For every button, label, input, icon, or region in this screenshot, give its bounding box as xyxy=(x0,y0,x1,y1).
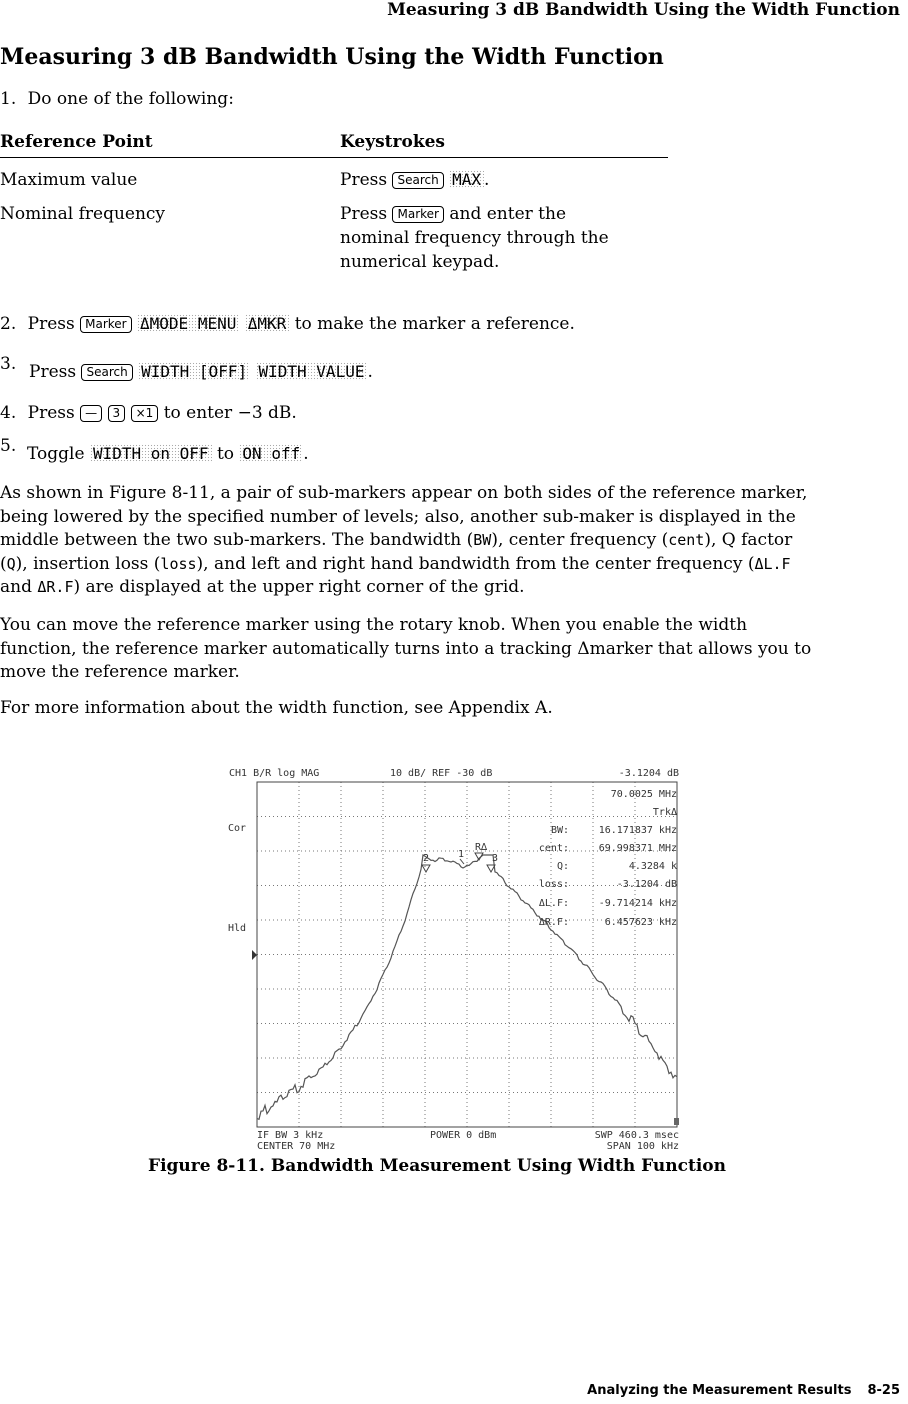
readout-value: -3.1204 dB xyxy=(616,879,677,890)
step-3-number: 3. xyxy=(0,354,17,374)
screen-power: POWER 0 dBm xyxy=(430,1130,497,1141)
delta-mkr-softkey: ΔMKR xyxy=(245,314,290,333)
section-title: Measuring 3 dB Bandwidth Using the Width Function xyxy=(0,44,664,70)
keystroke-text-line: nominal frequency through the xyxy=(340,228,609,248)
readout-label: BW: xyxy=(550,825,569,836)
width-on-off-softkey: WIDTH on OFF xyxy=(90,444,212,463)
page-footer xyxy=(587,1383,900,1398)
readout-value: 69.998371 MHz xyxy=(598,843,677,854)
table-header-reference-point: Reference Point xyxy=(0,132,153,152)
table-header-keystrokes: Keystrokes xyxy=(340,132,445,152)
readout-value: 16.171837 kHz xyxy=(598,825,677,836)
screen-hld-label: Hld xyxy=(228,923,247,934)
marker-hardkey: Marker xyxy=(392,206,443,223)
code-delta-lf: ΔL.F xyxy=(754,554,791,573)
width-off-softkey: WIDTH [OFF] xyxy=(138,362,250,381)
delta-mode-menu-softkey: ΔMODE MENU xyxy=(137,314,239,333)
step-3 xyxy=(29,362,373,382)
paragraph-line: middle between the two sub-markers. The bandwidth (BW), center frequency (cent), Q factor xyxy=(0,530,793,550)
toggle-text: Toggle xyxy=(27,444,85,464)
footer-section: Analyzing the Measurement Results xyxy=(587,1383,852,1398)
trailing-period: . xyxy=(303,444,309,464)
readout-label: Q: xyxy=(556,861,569,872)
marker-label: 3 xyxy=(492,853,499,864)
table-cell-keystrokes xyxy=(340,170,489,190)
keystroke-text-line: numerical keypad. xyxy=(340,252,500,272)
marker-1 xyxy=(458,849,464,864)
press-text: Press xyxy=(340,170,388,190)
paragraph-line: (Q), insertion loss (loss), and left and right hand bandwidth from the center frequency (ΔL.F xyxy=(0,553,791,574)
x1-hardkey: ×1 xyxy=(131,405,159,422)
readout-value: -9.714214 kHz xyxy=(598,898,677,909)
paragraph-more-info: For more information about the width function, see Appendix A. xyxy=(0,698,553,718)
table-cell-reference-point: Nominal frequency xyxy=(0,204,166,224)
step-4 xyxy=(0,403,297,423)
readout-label: cent: xyxy=(538,843,569,854)
running-head: Measuring 3 dB Bandwidth Using the Width Function xyxy=(387,0,900,20)
step-1 xyxy=(0,89,234,109)
readout-value: TrkΔ xyxy=(652,807,677,818)
step-2 xyxy=(0,314,575,334)
readout-value: 70.0025 MHz xyxy=(610,789,677,800)
press-text: Press xyxy=(27,314,75,334)
paragraph-line: As shown in Figure 8-11, a pair of sub-markers appear on both sides of the reference marker, xyxy=(0,483,808,503)
readout-value: 6.457623 kHz xyxy=(604,917,677,928)
paragraph-line: being lowered by the specified number of levels; also, another sub-maker is displayed in the xyxy=(0,506,796,527)
code-bw: BW xyxy=(473,531,492,549)
code-loss: loss xyxy=(160,554,197,573)
figure-caption: Figure 8-11. Bandwidth Measurement Using Width Function xyxy=(148,1156,727,1176)
paragraph-line: function, the reference marker automatically turns into a tracking Δmarker that allows you to xyxy=(0,638,812,659)
reference-position-arrow xyxy=(252,950,257,960)
screen-scale-label: 10 dB/ REF -30 dB xyxy=(390,768,493,779)
sub-marker-3 xyxy=(487,853,498,872)
screen-span: SPAN 100 kHz xyxy=(606,1141,679,1152)
code-delta-rf: ΔR.F xyxy=(37,578,74,596)
screen-cor-label: Cor xyxy=(228,823,247,834)
max-softkey: MAX xyxy=(449,170,484,189)
page-number: 8-25 xyxy=(867,1383,900,1398)
step-5 xyxy=(27,444,309,464)
step-5-number: 5. xyxy=(0,436,17,456)
paragraph-line: and ΔR.F) are displayed at the upper right corner of the grid. xyxy=(0,577,525,597)
on-off-softkey: ON off xyxy=(239,444,303,463)
paragraph-line: move the reference marker. xyxy=(0,662,240,682)
instrument-screen-figure xyxy=(222,760,686,1152)
step-text: to enter −3 dB. xyxy=(163,403,297,423)
marker-hardkey: Marker xyxy=(80,316,131,333)
readout-label: ΔR.F: xyxy=(538,917,569,928)
trailing-period: . xyxy=(367,362,373,382)
press-text: Press xyxy=(27,403,75,423)
screen-center: CENTER 70 MHz xyxy=(257,1141,336,1152)
screen-marker-value: -3.1204 dB xyxy=(618,768,679,779)
table-cell-keystrokes xyxy=(340,204,566,224)
table-rule xyxy=(0,157,668,158)
paragraph-width-description xyxy=(0,482,900,600)
code-q: Q xyxy=(6,554,16,573)
screen-if-bw: IF BW 3 kHz xyxy=(257,1130,324,1141)
minus-hardkey: — xyxy=(80,405,102,422)
trailing-period: . xyxy=(484,170,490,190)
screen-channel-label: CH1 B/R log MAG xyxy=(229,768,320,779)
readout-label: ΔL.F: xyxy=(538,898,569,909)
readout-label: loss: xyxy=(538,879,569,890)
width-value-softkey: WIDTH VALUE xyxy=(256,362,368,381)
code-cent: cent xyxy=(668,531,705,549)
step-number: 4. xyxy=(0,403,17,423)
width-readout xyxy=(539,789,677,928)
step-text: Do one of the following: xyxy=(27,89,234,109)
scale-indicator xyxy=(674,1118,679,1125)
keystroke-text: and enter the xyxy=(449,204,567,224)
sub-marker-2 xyxy=(422,853,430,872)
paragraph-rotary-knob xyxy=(0,614,900,685)
step-number: 2. xyxy=(0,314,17,334)
press-text: Press xyxy=(29,362,77,382)
paragraph-line: You can move the reference marker using the rotary knob. When you enable the width xyxy=(0,615,748,635)
search-hardkey: Search xyxy=(81,364,132,381)
marker-label: R∆ xyxy=(475,842,488,853)
step-text: to make the marker a reference. xyxy=(294,314,575,334)
to-text: to xyxy=(216,444,235,464)
screen-sweep-time: SWP 460.3 msec xyxy=(594,1130,679,1141)
reference-marker xyxy=(475,842,488,860)
readout-value: 4.3284 k xyxy=(628,861,677,872)
marker-label: 2 xyxy=(423,853,430,864)
table-cell-reference-point: Maximum value xyxy=(0,170,138,190)
marker-label: 1 xyxy=(458,849,465,860)
search-hardkey: Search xyxy=(392,172,443,189)
step-number: 1. xyxy=(0,89,17,109)
three-hardkey: 3 xyxy=(108,405,126,422)
press-text: Press xyxy=(340,204,388,224)
